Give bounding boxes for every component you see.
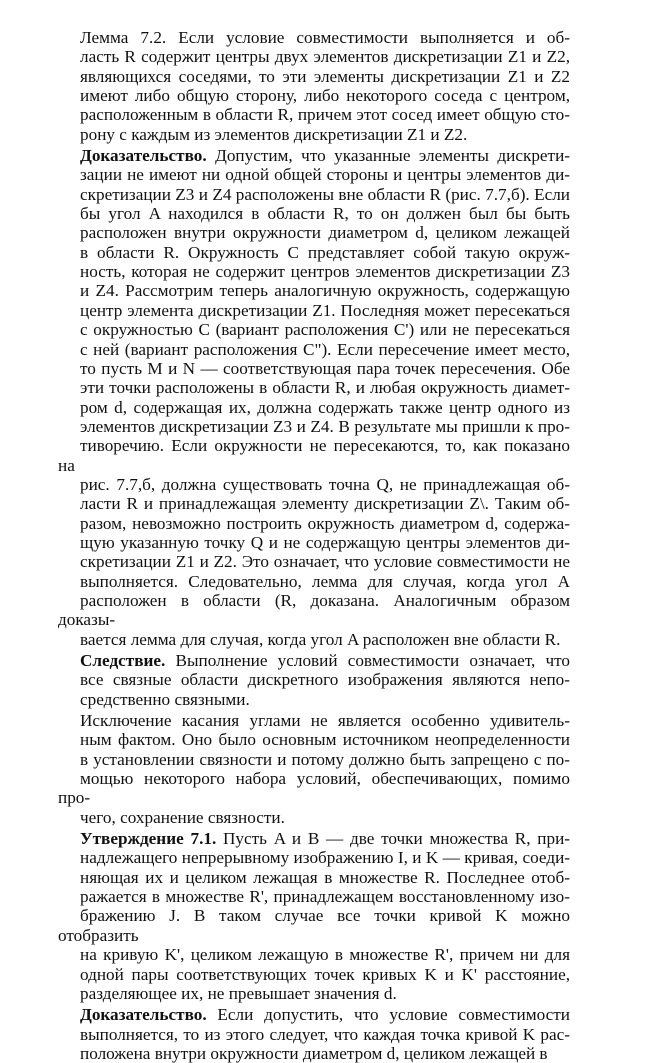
text-line: рону с каждым из элементов дискретизации Z1 и Z2. [80,124,468,144]
paragraph-statement-7-1 [58,829,570,1003]
text-line: расположен в области (R, доказана. Аналогичным образом доказы- [58,590,570,630]
text-line: в установлении связности и потому должно быть запрещено с по- [80,749,570,769]
line-text: Если допустить, что условие совместимости [206,1005,570,1025]
text-line: чего, сохранение связности. [80,807,285,827]
text-line: в области R. Окружность C представляет собой такую окруж- [80,242,570,262]
paragraph-lead: Доказательство. [80,146,207,166]
text-line: Исключение касания углами не является особенно удивитель- [80,711,570,731]
text-line: няющая их и целиком лежащая в множестве R. Последнее отоб- [80,867,570,887]
line-text: Допустим, что указанные элементы дискрети- [206,146,570,166]
text-line: скретизации Z3 и Z4 расположены вне области R (рис. 7.7,б). Если [80,184,570,204]
text-line: с ней (вариант расположения C"). Если пересечение имеет место, [80,339,570,359]
paragraph-lemma-7-2 [58,28,570,144]
text-line: бы угол A находился в области R, то он должен был бы быть [80,204,570,224]
text-line: мощью некоторого набора условий, обеспечивающих, помимо про- [58,769,570,808]
text-line: ным фактом. Оно было основным источником неопределенности [80,730,570,750]
text-line: ласть R содержит центры двух элементов дискретизации Z1 и Z2, [80,47,570,67]
book-page [58,28,570,1063]
text-line: щую указанную точку Q и не содержащую центры элементов ди- [80,532,570,552]
text-line: бражению J. В таком случае все точки кривой K можно отобразить [58,906,570,945]
text-line: одной пары соответствующих точек кривых K и K' расстояние, [80,964,570,984]
paragraph-proof-1 [58,146,570,649]
text-line: вается лемма для случая, когда угол A расположен вне области R. [80,629,561,649]
text-line: расположенным в области R, причем этот сосед имеет общую сто- [80,105,570,125]
text-line: выполняется. Следовательно, лемма для случая, когда угол A [80,571,570,591]
text-line: ность, которая не содержит центров элементов дискретизации Z3 [80,262,570,282]
text-line: ражается в множестве R', принадлежащем восстановленному изо- [80,887,570,907]
text-line [58,1005,570,1024]
text-line: с окружностью C (вариант расположения C') или не пересекаться [80,320,570,340]
text-line [58,651,570,670]
text-line: имеют либо общую сторону, либо некоторого соседа с центром, [80,86,570,106]
paragraph-lead: Доказательство. [80,1005,207,1025]
text-line: зации не имеют ни одной общей стороны и центры элементов ди- [80,165,570,185]
paragraph-proof-2 [58,1005,570,1063]
text-line: разом, невозможно построить окружность диаметром d, содержа- [80,513,570,533]
text-line: то пусть M и N — соответствующая пара точек пересечения. Обе [80,358,570,378]
text-line: эти точки расположены в области R, и любая окружность диамет- [80,378,570,398]
text-line: средственно связными. [80,689,250,709]
text-line: тиворечию. Если окружности не пересекаются, то, как показано на [58,436,570,475]
text-line: на кривую K', целиком лежащую в множестве R', причем ни для [80,945,570,965]
text-line: разделяющее их, не превышает значения d. [80,983,397,1003]
line-text: Пусть A и B — две точки множества R, при- [216,829,570,849]
text-line: рис. 7.7,б, должна существовать точна Q, не принадлежащая об- [80,474,570,494]
text-line: и Z4. Рассмотрим теперь аналогичную окружность, содержащую [80,281,570,301]
text-line: все связные области дискретного изображения являются непо- [80,670,570,690]
text-line: центр элемента дискретизации Z1. Последняя может пересекаться [80,300,570,320]
text-line: расположен внутри окружности диаметром d, целиком лежащей [80,223,570,243]
text-line: выполняется, то из этого следует, что каждая точка кривой K рас- [80,1024,570,1044]
paragraph-corollary [58,651,570,709]
text-line [58,829,570,848]
text-line: надлежащего непрерывному изображению I, и K — кривая, соеди- [80,848,570,868]
text-line: элементов дискретизации Z3 и Z4. В результате мы пришли к про- [80,416,570,436]
line-text: Выполнение условий совместимости означает, что [165,651,570,670]
text-line: ласти R и принадлежащая элементу дискретизации Z\. Таким об- [80,494,570,514]
text-line [58,146,570,165]
text-line: Лемма 7.2. Если условие совместимости выполняется и об- [80,28,570,47]
paragraph-lead: Утверждение 7.1. [80,829,217,849]
paragraph-exclusion [58,711,570,827]
text-line: положена внутри окружности диаметром d, целиком лежащей в [80,1043,548,1063]
paragraph-lead: Следствие. [80,651,166,670]
text-line: ром d, содержащая их, должна содержать также центр одного из [80,397,570,417]
text-line: являющихся соседями, то эти элементы дискретизации Z1 и Z2 [80,66,570,86]
text-line: скретизации Z1 и Z2. Это означает, что условие совместимости не [80,552,570,572]
